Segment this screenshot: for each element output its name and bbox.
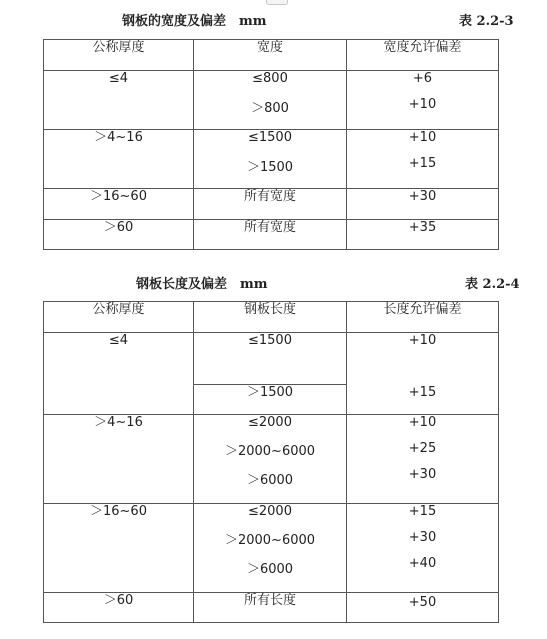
tolerance-cell: +30 — [408, 530, 437, 545]
length-cell: ＞1500 — [246, 385, 294, 400]
thickness-cell: ＞60 — [103, 220, 134, 235]
thickness-cell: ≤4 — [108, 333, 129, 348]
table-header-row — [44, 40, 499, 71]
length-cell: ＞2000~6000 — [224, 444, 316, 459]
thickness-cell: ＞4~16 — [94, 415, 143, 430]
tolerance-cell: +40 — [408, 556, 437, 571]
width-cell: ≤800 — [252, 71, 288, 86]
width-cell: ＞1500 — [246, 160, 294, 175]
length-cell: ＞6000 — [246, 562, 294, 577]
tolerance-cell: +6 — [412, 71, 433, 86]
table-row — [44, 504, 499, 593]
table-row — [44, 130, 499, 189]
table-row — [44, 415, 499, 504]
table-row — [44, 71, 499, 130]
steel-width-table — [43, 39, 499, 250]
tolerance-cell: +10 — [408, 333, 437, 348]
tolerance-cell: +30 — [408, 467, 437, 482]
width-cell: ＞800 — [251, 101, 289, 116]
table2-caption: 表 2.2-4 — [465, 277, 520, 292]
thickness-cell: ＞60 — [103, 593, 134, 608]
thickness-cell: ≤4 — [108, 71, 129, 86]
width-cell: 所有宽度 — [243, 220, 296, 235]
table2-title: 钢板长度及偏差 mm — [136, 277, 268, 292]
header-thickness: 公称厚度 — [92, 302, 145, 317]
table1-caption: 表 2.2-3 — [459, 14, 514, 29]
tolerance-cell: +25 — [408, 441, 437, 456]
length-cell: 所有长度 — [243, 593, 296, 608]
table-row — [44, 220, 499, 250]
header-thickness: 公称厚度 — [92, 40, 145, 55]
thickness-cell: ＞16~60 — [90, 504, 147, 519]
tolerance-cell: +10 — [408, 415, 437, 430]
header-length: 钢板长度 — [243, 302, 296, 317]
tolerance-cell: +15 — [408, 504, 437, 519]
tolerance-cell: +50 — [408, 595, 437, 610]
header-length-tolerance: 长度允许偏差 — [383, 302, 462, 317]
tolerance-cell: +10 — [408, 97, 437, 112]
length-cell: ＞2000~6000 — [224, 533, 316, 548]
header-width: 宽度 — [256, 40, 283, 55]
table-header-row — [44, 302, 499, 333]
header-width-tolerance: 宽度允许偏差 — [383, 40, 462, 55]
width-cell: 所有宽度 — [243, 189, 296, 204]
table-row — [44, 593, 499, 623]
table1-title: 钢板的宽度及偏差 mm — [122, 14, 267, 29]
tolerance-cell: +15 — [408, 385, 437, 400]
steel-length-table — [43, 301, 499, 623]
length-cell: ≤2000 — [248, 504, 292, 519]
length-cell: ＞6000 — [246, 473, 294, 488]
tolerance-cell: +10 — [408, 130, 437, 145]
tolerance-cell: +15 — [408, 156, 437, 171]
tolerance-cell: +35 — [408, 220, 437, 235]
length-cell: ≤1500 — [248, 333, 292, 348]
length-cell: ≤2000 — [248, 415, 292, 430]
width-cell: ≤1500 — [248, 130, 292, 145]
thickness-cell: ＞16~60 — [90, 189, 147, 204]
thickness-cell: ＞4~16 — [94, 130, 143, 145]
table-row — [44, 189, 499, 220]
tolerance-cell: +30 — [408, 189, 437, 204]
scroll-tab-fragment — [266, 0, 288, 5]
table-row — [44, 333, 499, 385]
